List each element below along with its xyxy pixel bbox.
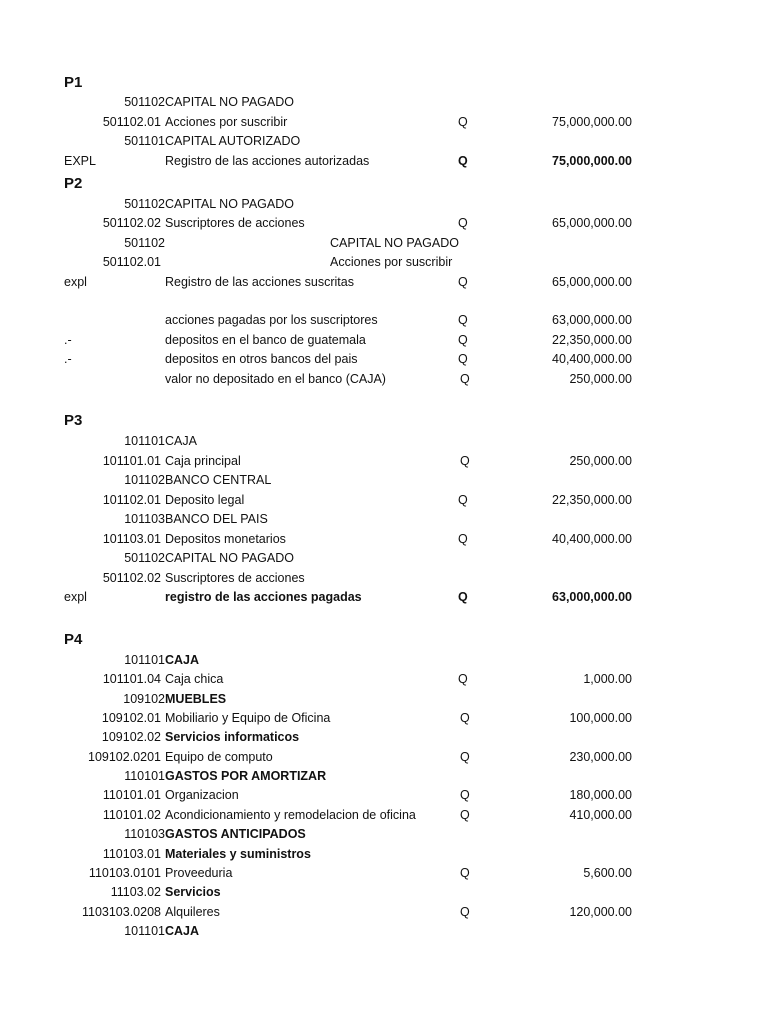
amount: 410,000.00 bbox=[569, 808, 632, 822]
account-name: Caja chica bbox=[165, 672, 224, 686]
explanation-row bbox=[0, 273, 768, 292]
account-name: CAPITAL AUTORIZADO bbox=[165, 134, 301, 148]
account-code: 501102 bbox=[124, 236, 165, 250]
amount: 65,000,000.00 bbox=[552, 275, 632, 289]
ledger-row bbox=[0, 922, 768, 941]
explanation-text: Registro de las acciones autorizadas bbox=[165, 154, 370, 168]
currency-symbol: Q bbox=[458, 532, 468, 546]
account-name: CAPITAL NO PAGADO bbox=[165, 95, 294, 109]
account-code: 101102 bbox=[124, 473, 165, 487]
amount: 40,400,000.00 bbox=[552, 352, 632, 366]
account-code: 501102.01 bbox=[102, 255, 161, 269]
account-name: Materiales y suministros bbox=[165, 847, 311, 861]
explanation-label: expl bbox=[64, 275, 87, 289]
explanation-row bbox=[0, 588, 768, 607]
account-code: 110101 bbox=[124, 769, 165, 783]
account-name: Acondicionamiento y remodelacion de oficina bbox=[165, 808, 416, 822]
amount: 120,000.00 bbox=[569, 905, 632, 919]
account-name: Proveeduria bbox=[165, 866, 233, 880]
account-code: 501102 bbox=[124, 197, 165, 211]
ledger-row bbox=[0, 569, 768, 588]
account-code: 1103103.0208 bbox=[81, 905, 161, 919]
detail-text: depositos en otros bancos del pais bbox=[165, 352, 358, 366]
detail-row bbox=[0, 350, 768, 369]
amount: 22,350,000.00 bbox=[552, 333, 632, 347]
currency-symbol: Q bbox=[458, 154, 468, 168]
account-code: 501102 bbox=[124, 95, 165, 109]
ledger-row bbox=[0, 471, 768, 490]
account-code: 101103 bbox=[124, 512, 165, 526]
currency-symbol: Q bbox=[460, 788, 470, 802]
ledger-row bbox=[0, 432, 768, 451]
account-code: 501102.02 bbox=[102, 216, 161, 230]
explanation-text: registro de las acciones pagadas bbox=[165, 590, 362, 604]
explanation-label: EXPL bbox=[64, 154, 96, 168]
ledger-row bbox=[0, 93, 768, 112]
amount: 250,000.00 bbox=[569, 454, 632, 468]
account-code: 101103.01 bbox=[102, 532, 161, 546]
account-code: 101101.01 bbox=[102, 454, 161, 468]
currency-symbol: Q bbox=[460, 905, 470, 919]
account-name: CAPITAL NO PAGADO bbox=[165, 551, 294, 565]
section-title-p1: P1 bbox=[64, 74, 83, 91]
explanation-label: expl bbox=[64, 590, 87, 604]
detail-row bbox=[0, 311, 768, 330]
currency-symbol: Q bbox=[460, 372, 470, 386]
detail-text: depositos en el banco de guatemala bbox=[165, 333, 366, 347]
account-name: Acciones por suscribir bbox=[330, 255, 453, 269]
amount: 5,600.00 bbox=[583, 866, 632, 880]
account-name: CAJA bbox=[165, 653, 200, 667]
ledger-row bbox=[0, 883, 768, 902]
ledger-row bbox=[0, 670, 768, 689]
account-name: Organizacion bbox=[165, 788, 239, 802]
ledger-row bbox=[0, 234, 768, 253]
currency-symbol: Q bbox=[460, 750, 470, 764]
account-code: 110103.0101 bbox=[88, 866, 161, 880]
account-code: 101101 bbox=[124, 434, 165, 448]
ledger-row bbox=[0, 651, 768, 670]
account-name: Suscriptores de acciones bbox=[165, 571, 305, 585]
account-name: CAPITAL NO PAGADO bbox=[165, 197, 294, 211]
ledger-row bbox=[0, 767, 768, 786]
ledger-row bbox=[0, 132, 768, 151]
currency-symbol: Q bbox=[458, 115, 468, 129]
total-amount: 75,000,000.00 bbox=[552, 154, 632, 168]
amount: 100,000.00 bbox=[569, 711, 632, 725]
account-code: 110101.01 bbox=[102, 788, 161, 802]
account-code: 109102.01 bbox=[101, 711, 161, 725]
ledger-row bbox=[0, 549, 768, 568]
account-name: Deposito legal bbox=[165, 493, 245, 507]
currency-symbol: Q bbox=[460, 711, 470, 725]
account-name: Equipo de computo bbox=[165, 750, 273, 764]
account-name: BANCO DEL PAIS bbox=[165, 512, 268, 526]
explanation-row bbox=[0, 152, 768, 171]
account-name: Depositos monetarios bbox=[165, 532, 286, 546]
amount: 250,000.00 bbox=[569, 372, 632, 386]
currency-symbol: Q bbox=[458, 590, 468, 604]
amount: 63,000,000.00 bbox=[552, 313, 632, 327]
account-code: 110101.02 bbox=[102, 808, 161, 822]
ledger-row bbox=[0, 510, 768, 529]
ledger-row bbox=[0, 253, 768, 272]
amount: 75,000,000.00 bbox=[552, 115, 632, 129]
currency-symbol: Q bbox=[460, 808, 470, 822]
detail-row bbox=[0, 331, 768, 350]
account-code: 109102.02 bbox=[101, 730, 161, 744]
ledger-row bbox=[0, 452, 768, 471]
account-code: 109102 bbox=[123, 692, 165, 706]
bullet-marker: .- bbox=[64, 333, 72, 347]
currency-symbol: Q bbox=[458, 493, 468, 507]
amount: 1,000.00 bbox=[583, 672, 632, 686]
account-name: Mobiliario y Equipo de Oficina bbox=[165, 711, 331, 725]
currency-symbol: Q bbox=[460, 454, 470, 468]
ledger-row bbox=[0, 690, 768, 709]
amount: 65,000,000.00 bbox=[552, 216, 632, 230]
section-title-p2: P2 bbox=[64, 175, 83, 192]
account-name: Servicios informaticos bbox=[165, 730, 300, 744]
ledger-row bbox=[0, 113, 768, 132]
detail-text: acciones pagadas por los suscriptores bbox=[165, 313, 378, 327]
account-name: CAPITAL NO PAGADO bbox=[330, 236, 459, 250]
currency-symbol: Q bbox=[460, 866, 470, 880]
currency-symbol: Q bbox=[458, 313, 468, 327]
account-code: 101101.04 bbox=[102, 672, 161, 686]
account-code: 501102.01 bbox=[102, 115, 161, 129]
section-title-p4: P4 bbox=[64, 631, 83, 648]
ledger-row bbox=[0, 728, 768, 747]
section-title-p3: P3 bbox=[64, 412, 83, 429]
amount: 180,000.00 bbox=[569, 788, 632, 802]
account-code: 110103.01 bbox=[102, 847, 161, 861]
currency-symbol: Q bbox=[458, 333, 468, 347]
account-code: 101101 bbox=[124, 924, 165, 938]
ledger-row bbox=[0, 903, 768, 922]
explanation-text: Registro de las acciones suscritas bbox=[165, 275, 354, 289]
account-code: 501102 bbox=[124, 551, 165, 565]
amount: 22,350,000.00 bbox=[552, 493, 632, 507]
ledger-row bbox=[0, 845, 768, 864]
currency-symbol: Q bbox=[458, 352, 468, 366]
ledger-row bbox=[0, 530, 768, 549]
total-amount: 63,000,000.00 bbox=[552, 590, 632, 604]
bullet-marker: .- bbox=[64, 352, 72, 366]
detail-row bbox=[0, 370, 768, 389]
account-code: 501101 bbox=[124, 134, 165, 148]
detail-text: valor no depositado en el banco (CAJA) bbox=[165, 372, 386, 386]
account-name: GASTOS ANTICIPADOS bbox=[165, 827, 306, 841]
currency-symbol: Q bbox=[458, 275, 468, 289]
ledger-row bbox=[0, 864, 768, 883]
ledger-row bbox=[0, 825, 768, 844]
currency-symbol: Q bbox=[458, 216, 468, 230]
ledger-row bbox=[0, 195, 768, 214]
account-code: 101101 bbox=[124, 653, 165, 667]
account-name: Suscriptores de acciones bbox=[165, 216, 305, 230]
account-name: Servicios bbox=[165, 885, 221, 899]
account-code: 501102.02 bbox=[102, 571, 161, 585]
account-name: Alquileres bbox=[165, 905, 220, 919]
account-name: CAJA bbox=[165, 434, 197, 448]
ledger-row bbox=[0, 786, 768, 805]
account-code: 11103.02 bbox=[110, 885, 161, 899]
account-name: CAJA bbox=[165, 924, 200, 938]
amount: 230,000.00 bbox=[569, 750, 632, 764]
account-code: 110103 bbox=[124, 827, 165, 841]
ledger-row bbox=[0, 214, 768, 233]
account-code: 101102.01 bbox=[102, 493, 161, 507]
account-name: BANCO CENTRAL bbox=[165, 473, 272, 487]
amount: 40,400,000.00 bbox=[552, 532, 632, 546]
ledger-row bbox=[0, 806, 768, 825]
account-name: GASTOS POR AMORTIZAR bbox=[165, 769, 327, 783]
ledger-row bbox=[0, 748, 768, 767]
currency-symbol: Q bbox=[458, 672, 468, 686]
account-name: Acciones por suscribir bbox=[165, 115, 288, 129]
account-name: MUEBLES bbox=[165, 692, 227, 706]
ledger-row bbox=[0, 491, 768, 510]
ledger-row bbox=[0, 709, 768, 728]
account-name: Caja principal bbox=[165, 454, 241, 468]
account-code: 109102.0201 bbox=[88, 750, 161, 764]
